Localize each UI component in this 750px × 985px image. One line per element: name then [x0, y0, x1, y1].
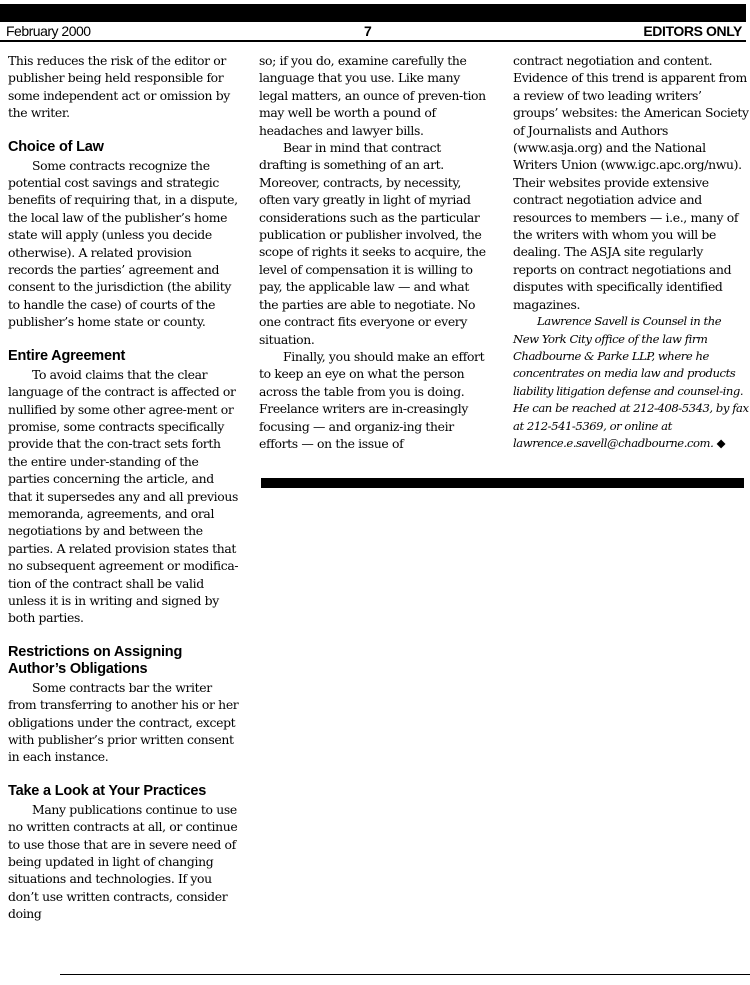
column-2 — [259, 52, 491, 452]
body-paragraph: contract negotiation and content. Evidence of this trend is apparent from a review of two leading writers’ groups’ websites: the American Society of Journalists and Authors (www.asja.org) and the National Writers Union (www.igc.apc.org/nwu). Their websites provide extensive contract negotiation advice and resources to members — i.e., many of the writers with whom you will be dealing. The ASJA site regularly reports on contract negotiations and disputes with specifically identified magazines. — [513, 53, 749, 312]
body-paragraph: Bear in mind that contract drafting is something of an art. Moreover, contracts, by necessity, often vary greatly in light of myriad considerations such as the particular publication or publisher involved, the scope of rights it seeks to acquire, the level of compensation it is willing to pay, the applicable law — and what the parties are able to negotiate. No one contract fits everyone or every situation. — [259, 140, 486, 347]
section-heading: Take a Look at Your Practices — [8, 782, 207, 799]
page-number: 7 — [364, 23, 372, 39]
running-header — [0, 22, 746, 40]
intro-paragraph: This reduces the risk of the editor or publisher being held responsible for some independent act or omission by the writer. — [8, 53, 230, 121]
section-heading: Choice of Law — [8, 138, 104, 155]
column-3 — [513, 52, 749, 452]
issue-date: February 2000 — [6, 23, 91, 39]
section-body: To avoid claims that the clear language of the contract is affected or nullified by some other agree-ment or promise, some contracts specifically provide that the con-tract sets forth the entire under-standing of the parties concerning the article, and that it supersedes any and all previous memoranda, agreements, and oral negotiations by and between the parties. A related provision states that no subsequent agreement or modifica-tion of the contract shall be valid unless it is in writing and signed by both parties. — [8, 366, 239, 626]
footer-rule — [60, 974, 750, 975]
publication-name: EDITORS ONLY — [643, 23, 742, 39]
section-body: Some contracts bar the writer from transferring to another his or her obligations under the contract, except with publisher’s prior written consent in each instance. — [8, 679, 239, 765]
header-bar — [0, 4, 746, 22]
end-diamond-icon: ◆ — [716, 435, 726, 450]
body-paragraph: so; if you do, examine carefully the language that you use. Like many legal matters, an ounce of preven-tion may well be worth a pound of headaches and lawyer bills. — [259, 53, 486, 138]
section-heading: Restrictions on Assigning Author’s Obligations — [8, 643, 183, 677]
body-paragraph: Finally, you should make an effort to keep an eye on what the person across the table from you is doing. Freelance writers are in-creasingly focusing — and organiz-ing their efforts — on the issue of — [259, 348, 485, 451]
article-end-bar — [261, 478, 744, 488]
author-bio — [513, 313, 749, 452]
author-bio-text: Lawrence Savell is Counsel in the New York City office of the law firm Chadbourne & Parke LLP, where he concentrates on media law and products liability litigation defense and counsel-ing. He can be reached at 212-408-5343, by fax at 212-541-5369, or online at lawrence.e.savell@chadbourne.com. — [513, 314, 749, 450]
section-body: Some contracts recognize the potential cost savings and strategic benefits of requiring that, in a dispute, the local law of the publisher’s home state will apply (unless you decide otherwise). A related provision records the parties’ agreement and consent to the jurisdiction (the ability to handle the case) of courts of the publisher’s home state or county. — [8, 157, 238, 330]
column-1 — [8, 52, 240, 923]
section-body: Many publications continue to use no written contracts at all, or continue to use those that are in severe need of being updated in light of changing situations and technologies. If you don’t use written contracts, consider doing — [8, 801, 238, 922]
section-heading: Entire Agreement — [8, 347, 126, 364]
header-rule — [0, 40, 746, 42]
